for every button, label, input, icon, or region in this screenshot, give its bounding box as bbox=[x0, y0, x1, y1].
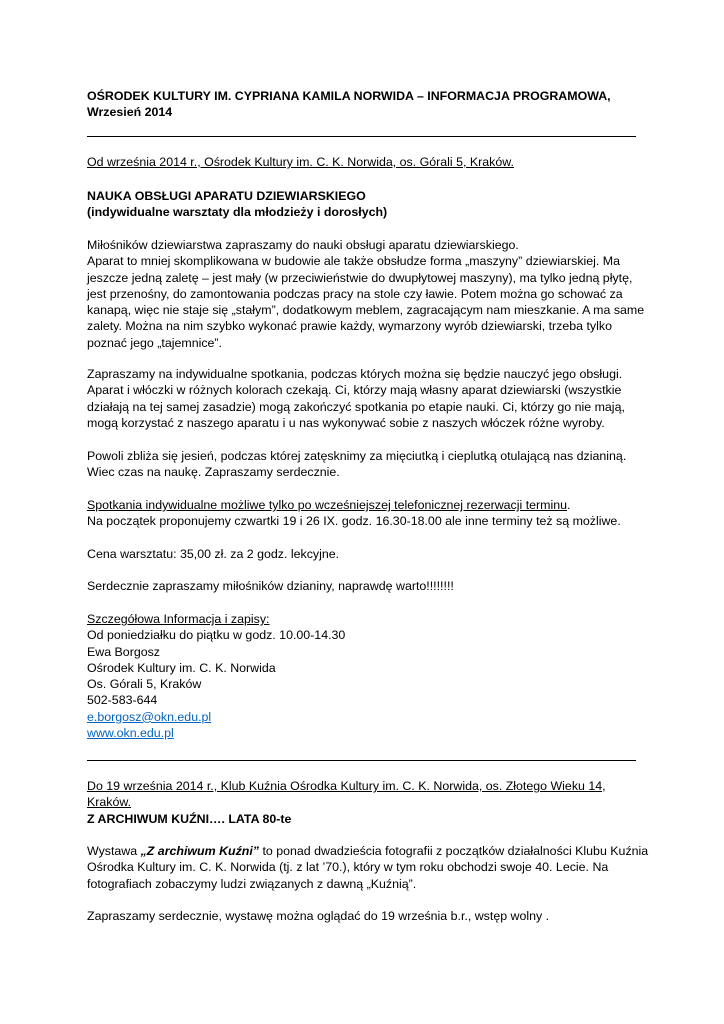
section1-date-place: Od września 2014 r., Ośrodek Kultury im. C. K. Norwida, os. Górali 5, Kraków. bbox=[87, 155, 514, 169]
contact-heading: Szczegółowa Informacja i zapisy: bbox=[87, 612, 270, 626]
reservation-note-underlined: Spotkania indywidualne możliwe tylko po wcześniejszej telefonicznej rezerwacji terminu bbox=[87, 498, 568, 512]
section2-paragraph: Wystawa „Z archiwum Kuźni” to ponad dwadzieścia fotografii z początków działalności Klubu Kuźnia Ośrodka Kultury im. C. K. Norwida (tj. z lat ’70.), który w tym roku obchodzi swoje 40. Lecie. Na fotografiach zobaczymy ludzi związanych z dawną „Kuźnią”. bbox=[87, 844, 649, 891]
title-line-1: OŚRODEK KULTURY IM. CYPRIANA KAMILA NORWIDA – INFORMACJA PROGRAMOWA, bbox=[87, 89, 611, 103]
website-link[interactable]: www.okn.edu.pl bbox=[87, 726, 174, 741]
reservation-note: Spotkania indywidualne możliwe tylko po wcześniejszej telefonicznej rezerwacji terminu. Na początek proponujemy czwartki 19 i 26 IX. godz. 16.30-18.00 ale inne terminy też są możliwe. bbox=[87, 497, 647, 530]
section1-heading bbox=[87, 188, 647, 221]
title-line-2: Wrzesień 2014 bbox=[87, 105, 173, 120]
price-line: Cena warsztatu: 35,00 zł. za 2 godz. lekcyjne. bbox=[87, 547, 340, 561]
section1-paragraph-2: Zapraszamy na indywidualne spotkania, podczas których można się będzie nauczyć jego obsługi. Aparat i włóczki w różnych kolorach czekają. Ci, którzy mają własny aparat dziewiarski (wszystkie działają na tej samej zasadzie) mogą zakończyć spotkania po etapie nauki. Ci, którzy go nie mają, mogą korzystać z naszego aparatu i u nas wykonywać sobie z naszych włóczek różne wyroby. bbox=[87, 367, 625, 430]
section2-closing: Zapraszamy serdecznie, wystawę można oglądać do 19 września b.r., wstęp wolny . bbox=[87, 909, 550, 923]
contact-hours: Od poniedziałku do piątku w godz. 10.00-14.30 bbox=[87, 628, 346, 643]
contact-name: Ewa Borgosz bbox=[87, 644, 161, 659]
section1-title: NAUKA OBSŁUGI APARATU DZIEWIARSKIEGO bbox=[87, 189, 366, 203]
section1-paragraph-3: Powoli zbliża się jesień, podczas której zatęsknimy za mięciutką i cieplutką otulającą nas dzianiną. Wiec czas na naukę. Zapraszamy serdecznie. bbox=[87, 449, 627, 480]
section2-title: Z ARCHIWUM KUŹNI…. LATA 80-te bbox=[87, 812, 292, 826]
contact-phone: 502-583-644 bbox=[87, 693, 158, 708]
contact-address: Os. Górali 5, Kraków bbox=[87, 677, 202, 692]
email-link[interactable]: e.borgosz@okn.edu.pl bbox=[87, 709, 212, 724]
exhibition-name: „Z archiwum Kuźni” bbox=[140, 844, 260, 858]
page-title bbox=[87, 88, 647, 121]
divider-middle bbox=[87, 760, 636, 761]
contact-org: Ośrodek Kultury im. C. K. Norwida bbox=[87, 660, 276, 675]
schedule-note: Na początek proponujemy czwartki 19 i 26 IX. godz. 16.30-18.00 ale inne terminy też są możliwe. bbox=[87, 514, 621, 529]
contact-block bbox=[87, 611, 647, 741]
divider-top bbox=[87, 136, 636, 137]
section2-date-place: Do 19 września 2014 r., Klub Kuźnia Ośrodka Kultury im. C. K. Norwida, os. Złotego Wieku 14, Kraków. bbox=[87, 779, 606, 810]
section1-subtitle: (indywidualne warsztaty dla młodzieży i dorosłych) bbox=[87, 205, 388, 220]
section1-paragraph-1: Miłośników dziewiarstwa zapraszamy do nauki obsługi aparatu dziewiarskiego. Aparat to mniej skomplikowana w budowie ale także obsłudze forma „maszyny” dziewiarskiej. Ma jeszcze jedną zaletę – jest mały (w przeciwieństwie do dwupłytowej maszyny), ma tylko jedną płytę, jest przenośny, do zamontowania podczas pracy na stole czy ławie. Potem można go schować za kanapą, więc nie staje się „stałym”, dodatkowym meblem, zagracającym nam mieszkanie. A ma same zalety. Można na nim szybko wykonać prawie każdy, wymarzony wyrób dziewiarski, trzeba tylko poznać jego „tajemnice”. bbox=[87, 238, 645, 350]
invite-line: Serdecznie zapraszamy miłośników dzianiny, naprawdę warto!!!!!!!! bbox=[87, 579, 454, 593]
